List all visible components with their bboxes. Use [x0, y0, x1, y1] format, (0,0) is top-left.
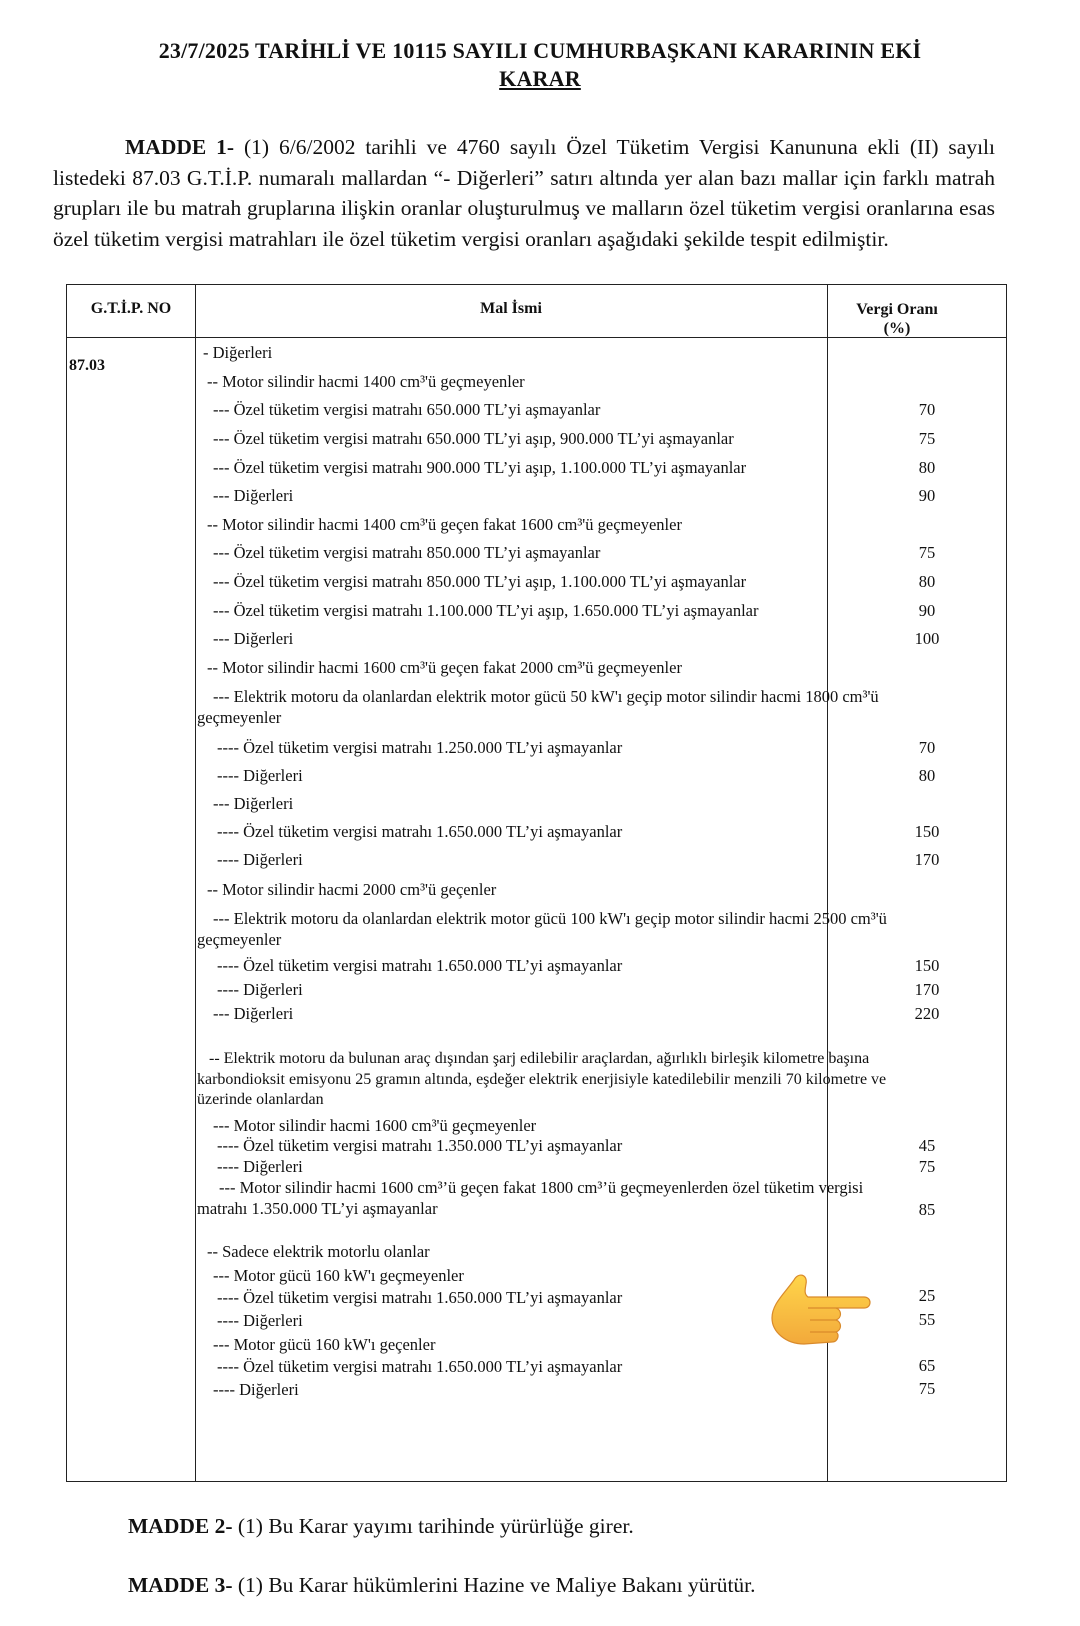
madde-1-paragraph: [53, 132, 995, 254]
table-row: --- Özel tüketim vergisi matrahı 1.100.000 TL’yi aşıp, 1.650.000 TL’yi aşmayanlar: [213, 601, 759, 620]
rate-value: 55: [918, 1310, 936, 1329]
table-row: -- Motor silindir hacmi 1400 cm³'ü geçmeyenler: [207, 372, 525, 391]
rate-value: 170: [914, 850, 940, 869]
rate-value: 70: [918, 400, 936, 419]
madde-3-label: MADDE 3-: [128, 1573, 233, 1597]
rate-value: 170: [914, 980, 940, 999]
document-title: [0, 38, 1080, 92]
header-mal-ismi: Mal İsmi: [480, 300, 542, 317]
madde-2-paragraph: [128, 1514, 634, 1539]
rate-value: 45: [918, 1136, 936, 1155]
table-row: -- Motor silindir hacmi 1600 cm³'ü geçen fakat 2000 cm³'ü geçmeyenler: [207, 658, 682, 677]
table-row: ---- Özel tüketim vergisi matrahı 1.350.000 TL’yi aşmayanlar: [217, 1136, 623, 1155]
madde-3-text: (1) Bu Karar hükümlerini Hazine ve Maliye Bakanı yürütür.: [232, 1573, 756, 1597]
rate-value: 75: [918, 1379, 936, 1398]
table-row: --- Motor silindir hacmi 1600 cm³’ü geçen fakat 1800 cm³’ü geçmeyenlerden özel tüketim vergisi matrahı 1.350.000 TL’yi aşmayanlar: [197, 1178, 864, 1218]
table-row: -- Elektrik motoru da bulunan araç dışından şarj edilebilir araçlardan, ağırlıklı birleşik kilometre başına karbondioksit emisyonu 25 gramın altında, eşdeğer elektrik enerjisiyle katedilebilir menzili 70 kilometre ve üzerinde olanlardan: [197, 1050, 887, 1108]
table-row: - Diğerleri: [203, 343, 273, 362]
table-row: ---- Özel tüketim vergisi matrahı 1.650.000 TL’yi aşmayanlar: [217, 956, 623, 975]
table-row: -- Motor silindir hacmi 1400 cm³'ü geçen fakat 1600 cm³'ü geçmeyenler: [207, 515, 682, 534]
table-row: --- Elektrik motoru da olanlardan elektrik motor gücü 50 kW'ı geçip motor silindir hacmi 1800 cm³'ü geçmeyenler: [197, 687, 879, 727]
table-row: ---- Diğerleri: [217, 980, 303, 999]
table-row: ---- Diğerleri: [217, 1311, 303, 1330]
table-row: --- Özel tüketim vergisi matrahı 900.000 TL’yi aşıp, 1.100.000 TL’yi aşmayanlar: [213, 458, 747, 477]
rate-value: 80: [918, 766, 936, 785]
table-row: --- Motor gücü 160 kW'ı geçenler: [213, 1335, 436, 1354]
title-line-1: 23/7/2025 TARİHLİ VE 10115 SAYILI CUMHURBAŞKANI KARARININ EKİ: [158, 38, 922, 63]
rate-value: 80: [918, 458, 936, 477]
table-row: --- Diğerleri: [213, 794, 294, 813]
table-row: --- Motor gücü 160 kW'ı geçmeyenler: [213, 1266, 464, 1285]
rate-value: 75: [918, 429, 936, 448]
rate-value: 65: [918, 1356, 936, 1375]
table-row: -- Motor silindir hacmi 2000 cm³'ü geçenler: [207, 880, 497, 899]
rate-value: 80: [918, 572, 936, 591]
madde-1-label: MADDE 1-: [125, 135, 235, 159]
table-row: --- Diğerleri: [213, 629, 294, 648]
table-row: ---- Özel tüketim vergisi matrahı 1.650.000 TL’yi aşmayanlar: [217, 1357, 623, 1376]
madde-3-paragraph: [128, 1573, 756, 1598]
rate-value: 25: [918, 1286, 936, 1305]
table-row: ---- Özel tüketim vergisi matrahı 1.650.000 TL’yi aşmayanlar: [217, 1288, 623, 1307]
table-row: ---- Diğerleri: [217, 766, 303, 785]
table-row: ---- Diğerleri: [213, 1380, 299, 1399]
column-divider: [195, 285, 196, 1481]
rate-value: 75: [918, 1157, 936, 1176]
table-row: --- Motor silindir hacmi 1600 cm³'ü geçmeyenler: [213, 1116, 537, 1135]
table-row: ---- Özel tüketim vergisi matrahı 1.650.000 TL’yi aşmayanlar: [217, 822, 623, 841]
rate-value: 70: [918, 738, 936, 757]
table-row: ---- Diğerleri: [217, 850, 303, 869]
rate-value: 150: [914, 956, 940, 975]
header-vergi-orani: Vergi Oranı (%): [856, 301, 938, 337]
rate-value: 150: [914, 822, 940, 841]
madde-2-text: (1) Bu Karar yayımı tarihinde yürürlüğe girer.: [232, 1514, 634, 1538]
pointing-hand-icon: [764, 1270, 874, 1360]
title-line-2: KARAR: [499, 66, 581, 91]
table-row: --- Diğerleri: [213, 1004, 294, 1023]
madde-1-text: (1) 6/6/2002 tarihli ve 4760 sayılı Özel Tüketim Vergisi Kanununa ekli (II) sayılı listedeki 87.03 G.T.İ.P. numaralı mallardan “- Diğerleri” satırı altında yer alan bazı mallar için farklı matrah grupları ile bu matrah gruplarına ilişkin oranlar oluşturulmuş ve malların özel tüketim vergisi oranlarına esas özel tüketim vergisi matrahları ile özel tüketim vergisi oranları aşağıdaki şekilde tespit edilmiştir.: [53, 135, 995, 251]
table-row: -- Sadece elektrik motorlu olanlar: [207, 1242, 430, 1261]
rate-value: 220: [914, 1004, 940, 1023]
table-row: --- Özel tüketim vergisi matrahı 850.000 TL’yi aşmayanlar: [213, 543, 601, 562]
table-row: --- Elektrik motoru da olanlardan elektrik motor gücü 100 kW'ı geçip motor silindir hacmi 2500 cm³'ü geçmeyenler: [197, 909, 887, 949]
gtip-code: 87.03: [69, 357, 105, 374]
table-row: --- Özel tüketim vergisi matrahı 650.000 TL’yi aşmayanlar: [213, 400, 601, 419]
table-row: --- Özel tüketim vergisi matrahı 850.000 TL’yi aşıp, 1.100.000 TL’yi aşmayanlar: [213, 572, 747, 591]
table-row: ---- Diğerleri: [217, 1157, 303, 1176]
rate-value: 100: [914, 629, 940, 648]
rate-value: 85: [918, 1200, 936, 1219]
header-gtip: G.T.İ.P. NO: [90, 300, 172, 317]
table-row: --- Özel tüketim vergisi matrahı 650.000 TL’yi aşıp, 900.000 TL’yi aşmayanlar: [213, 429, 734, 448]
rate-value: 90: [918, 601, 936, 620]
table-row: --- Diğerleri: [213, 486, 294, 505]
madde-2-label: MADDE 2-: [128, 1514, 233, 1538]
rate-value: 90: [918, 486, 936, 505]
rate-value: 75: [918, 543, 936, 562]
table-row: ---- Özel tüketim vergisi matrahı 1.250.000 TL’yi aşmayanlar: [217, 738, 623, 757]
